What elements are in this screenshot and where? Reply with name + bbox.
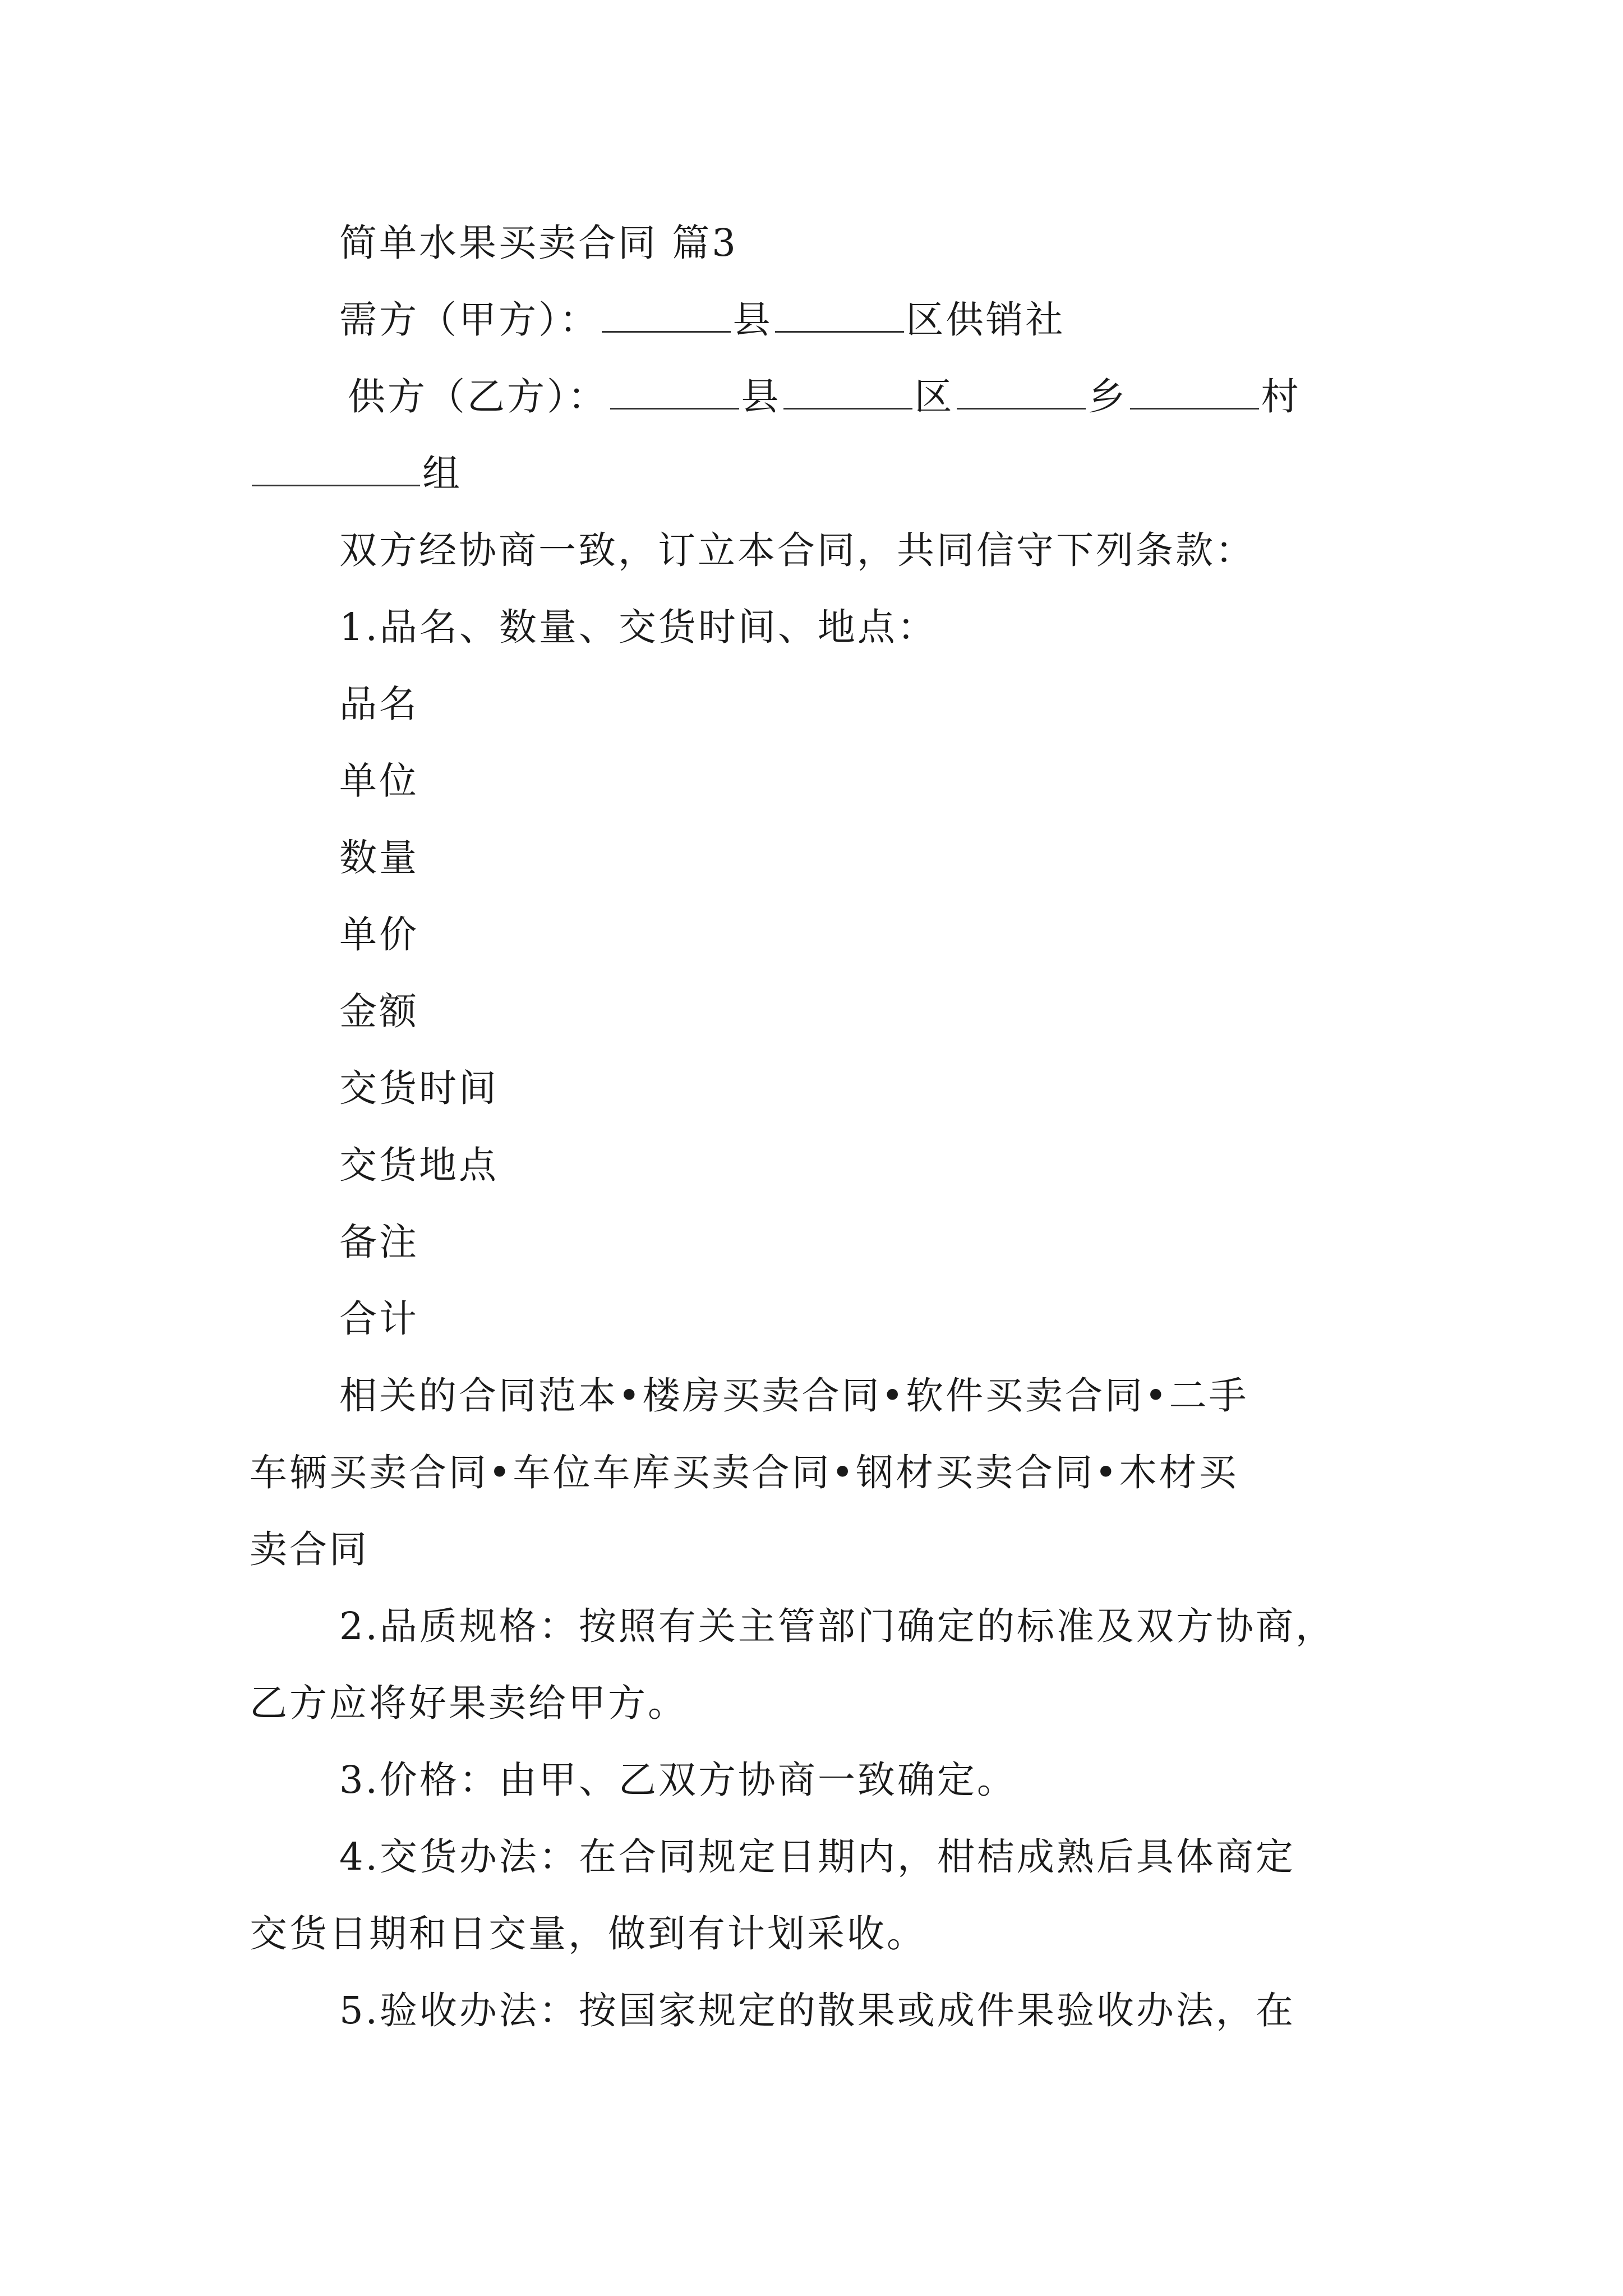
seller-group: 组: [422, 452, 462, 495]
blank-field: [602, 292, 731, 333]
seller-township: 乡: [1087, 375, 1128, 418]
contract-page: [250, 205, 1385, 2049]
clause-3: 3.价格：由甲、乙双方协商一致确定。: [339, 1758, 1017, 1802]
clause-4-line-1: 4.交货办法：在合同规定日期内，柑桔成熟后具体商定: [339, 1835, 1295, 1879]
field-total: 合计: [339, 1297, 419, 1341]
related-contracts-line-3: 卖合同: [250, 1527, 369, 1571]
field-delivery-time: 交货时间: [339, 1066, 499, 1110]
blank-field: [610, 369, 739, 409]
seller-district: 区: [914, 375, 955, 418]
blank-field: [775, 292, 904, 333]
clause-4-line-2: 交货日期和日交量，做到有计划采收。: [250, 1912, 926, 1955]
clause-2-line-2: 乙方应将好果卖给甲方。: [250, 1681, 688, 1725]
seller-group-line: [250, 435, 1385, 512]
seller-county: 县: [741, 375, 781, 418]
clause-1-title: 1.品名、数量、交货时间、地点：: [339, 605, 937, 649]
blank-field: [252, 445, 420, 486]
seller-line: [250, 358, 1385, 435]
field-unit: 单位: [339, 759, 419, 803]
clause-5-line-1: 5.验收办法：按国家规定的散果或成件果验收办法，在: [339, 1989, 1295, 2032]
clause-2-line-1: 2.品质规格：按照有关主管部门确定的标准及双方协商，: [339, 1604, 1335, 1648]
blank-field: [1130, 369, 1259, 409]
field-product-name: 品名: [339, 682, 419, 726]
intro-text: 双方经协商一致，订立本合同，共同信守下列条款：: [339, 528, 1255, 572]
buyer-district: 区供销社: [906, 298, 1066, 342]
field-unit-price: 单价: [339, 913, 419, 956]
blank-field: [783, 369, 912, 409]
seller-label: 供方（乙方）：: [348, 375, 608, 418]
seller-village: 村: [1261, 375, 1301, 418]
blank-field: [957, 369, 1086, 409]
buyer-county: 县: [732, 298, 773, 342]
field-delivery-place: 交货地点: [339, 1143, 499, 1187]
document-title: 简单水果买卖合同 篇3: [339, 221, 738, 265]
buyer-line: [250, 282, 1385, 358]
field-remarks: 备注: [339, 1220, 419, 1264]
field-quantity: 数量: [339, 836, 419, 880]
related-contracts-line-2: 车辆买卖合同•车位车库买卖合同•钢材买卖合同•木材买: [250, 1451, 1239, 1494]
field-amount: 金额: [339, 990, 419, 1033]
related-contracts-line-1: 相关的合同范本•楼房买卖合同•软件买卖合同•二手: [339, 1374, 1249, 1418]
buyer-label: 需方（甲方）：: [339, 298, 600, 342]
